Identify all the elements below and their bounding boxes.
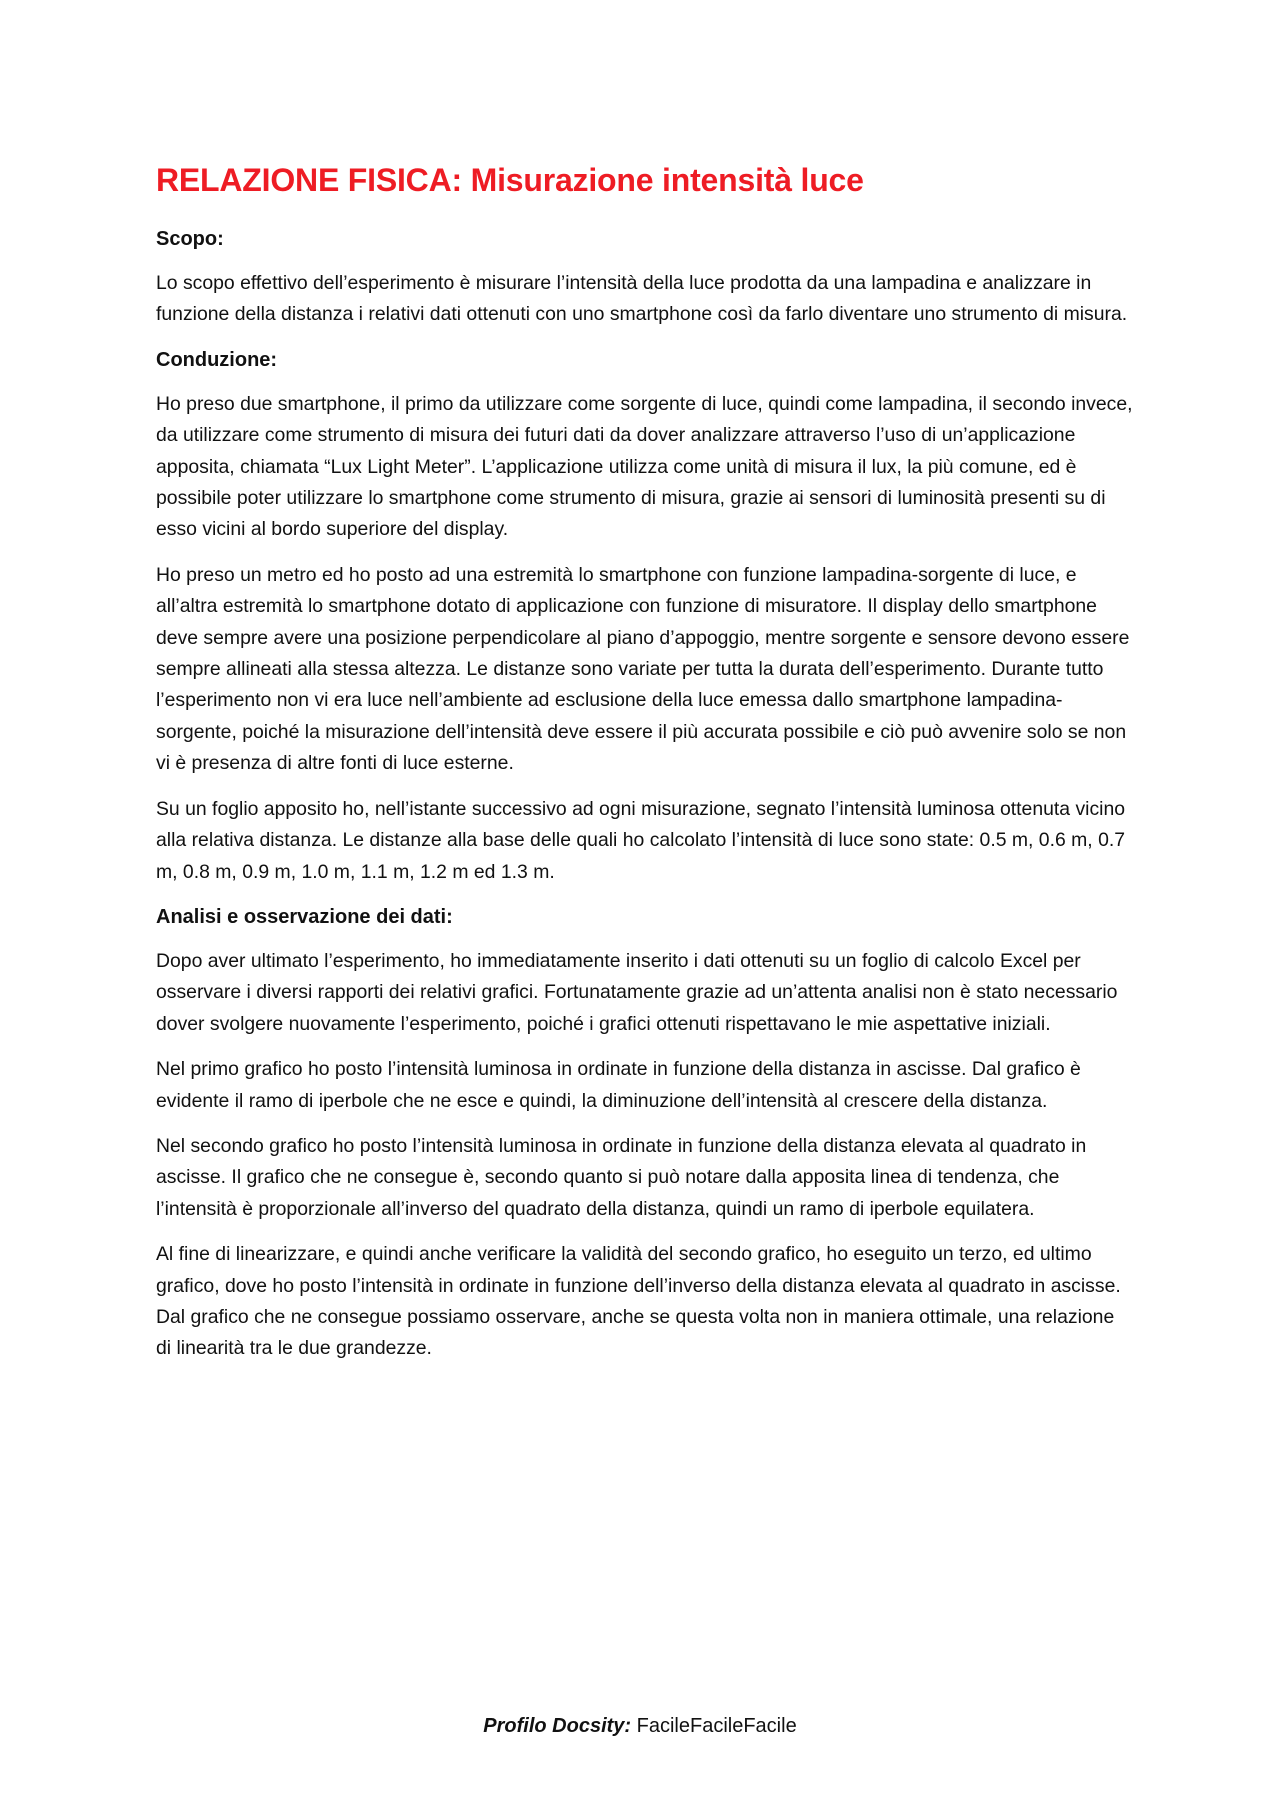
paragraph: Nel secondo grafico ho posto l’intensità luminosa in ordinate in funzione della distanza elevata al quadrato in ascisse. Il grafico che ne consegue è, secondo quanto si può notare dalla apposita linea di tendenza, che l’intensità è proporzionale all’inverso del quadrato della distanza, quindi un ramo di iperbole equilatera. [156, 1134, 1087, 1220]
page-footer [0, 1712, 1280, 1740]
paragraph: Ho preso un metro ed ho posto ad una estremità lo smartphone con funzione lampadina-sorgente di luce, e all’altra estremità lo smartphone dotato di applicazione con funzione di misuratore. Il display dello smartphone deve sempre avere una posizione perpendicolare al piano d’appoggio, mentre sorgente e sensore devono essere sempre allineati alla stessa altezza. Le distanze sono variate per tutta la durata dell’esperimento. Durante tutto l’esperimento non vi era luce nell’ambiente ad esclusione della luce emessa dallo smartphone lampadina-sorgente, poiché la misurazione dell’intensità deve essere il più accurata possibile e ciò può avvenire solo se non vi è presenza di altre fonti di luce esterne. [156, 563, 1130, 775]
paragraph: Al fine di linearizzare, e quindi anche verificare la validità del secondo grafico, ho eseguito un terzo, ed ultimo grafico, dove ho posto l’intensità in ordinate in funzione dell’inverso della distanza elevata al quadrato in ascisse. Dal grafico che ne consegue possiamo osservare, anche se questa volta non in maniera ottimale, una relazione di linearità tra le due grandezze. [156, 1243, 1121, 1360]
footer-profile-name: FacileFacileFacile [636, 1715, 797, 1737]
document-body [156, 160, 1134, 1379]
paragraph: Lo scopo effettivo dell’esperimento è misurare l’intensità della luce prodotta da una lampadina e analizzare in funzione della distanza i relativi dati ottenuti con uno smartphone così da farlo diventare uno strumento di misura. [156, 272, 1128, 326]
document-title: RELAZIONE FISICA: Misurazione intensità luce [156, 162, 864, 198]
paragraph: Ho preso due smartphone, il primo da utilizzare come sorgente di luce, quindi come lampadina, il secondo invece, da utilizzare come strumento di misura dei futuri dati da dover analizzare attraverso l’uso di un’applicazione apposita, chiamata “Lux Light Meter”. L’applicazione utilizza come unità di misura il lux, la più comune, ed è possibile poter utilizzare lo smartphone come strumento di misura, grazie ai sensori di luminosità presenti su di esso vicini al bordo superiore del display. [156, 392, 1133, 541]
paragraph: Nel primo grafico ho posto l’intensità luminosa in ordinate in funzione della distanza in ascisse. Dal grafico è evidente il ramo di iperbole che ne esce e quindi, la diminuzione dell’intensità al crescere della distanza. [156, 1058, 1081, 1112]
paragraph: Dopo aver ultimato l’esperimento, ho immediatamente inserito i dati ottenuti su un foglio di calcolo Excel per osservare i diversi rapporti dei relativi grafici. Fortunatamente grazie ad un’attenta analisi non è stato necessario dover svolgere nuovamente l’esperimento, poiché i grafici ottenuti rispettavano le mie aspettative iniziali. [156, 949, 1118, 1035]
section-heading-conduzione: Conduzione: [156, 348, 278, 371]
footer-label: Profilo Docsity: [483, 1715, 632, 1737]
section-heading-scopo: Scopo: [156, 228, 224, 250]
section-heading-analisi: Analisi e osservazione dei dati: [156, 905, 453, 928]
paragraph: Su un foglio apposito ho, nell’istante successivo ad ogni misurazione, segnato l’intensità luminosa ottenuta vicino alla relativa distanza. Le distanze alla base delle quali ho calcolato l’intensità di luce sono state: 0.5 m, 0.6 m, 0.7 m, 0.8 m, 0.9 m, 1.0 m, 1.1 m, 1.2 m ed 1.3 m. [156, 797, 1126, 883]
